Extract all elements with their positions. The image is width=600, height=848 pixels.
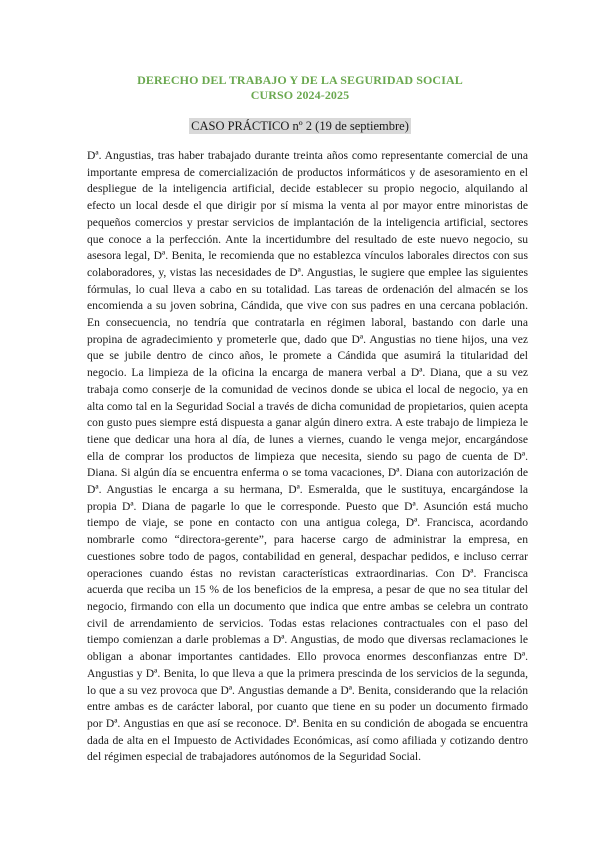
case-title-text: CASO PRÁCTICO nº 2 (19 de septiembre): [191, 119, 409, 133]
case-title: [0, 118, 600, 134]
course-subject-title: DERECHO DEL TRABAJO Y DE LA SEGURIDAD SOCIAL: [137, 73, 463, 87]
document-header: [0, 73, 600, 103]
case-paragraph: Dª. Angustias, tras haber trabajado durante treinta años como representante comercial de una importante empresa de comercialización de productos informáticos y de asesoramiento en el despliegue de la inteligencia artificial, decide establecer su propio negocio, alquilando al efecto un local desde el que dirigir por sí misma la venta al por mayor entre minoristas de pequeños comercios y prestar servicios de implantación de la inteligencia artificial, sectores que conoce a la perfección. Ante la incertidumbre del resultado de este nuevo negocio, su asesora legal, Dª. Benita, le recomienda que no establezca vínculos laborales directos con sus colaboradores, y, vistas las necesidades de Dª. Angustias, le sugiere que emplee las siguientes fórmulas, lo cual lleva a cabo en su totalidad. Las tareas de ordenación del almacén se los encomienda a su joven sobrina, Cándida, que vive con sus padres en una cercana población. En consecuencia, no tendría que contratarla en régimen laboral, bastando con darle una propina de agradecimiento y prometerle que, dado que Dª. Angustias no tiene hijos, una vez que se jubile dentro de cinco años, le promete a Cándida que asumirá la titularidad del negocio. La limpieza de la oficina la encarga de manera verbal a Dª. Diana, que a su vez trabaja como conserje de la comunidad de vecinos donde se ubica el local de negocio, ya en alta como tal en la Seguridad Social a través de dicha comunidad de propietarios, quien acepta con gusto pues siempre está dispuesta a ganar algún dinero extra. A este trabajo de limpieza le tiene que dedicar una hora al día, de lunes a viernes, cuando le venga mejor, encargándose ella de comprar los productos de limpieza que necesita, siendo su pago de cuenta de Dª. Diana. Si algún día se encuentra enferma o se toma vacaciones, Dª. Diana con autorización de Dª. Angustias le encarga a su hermana, Dª. Esmeralda, que le sustituya, encargándose la propia Dª. Diana de pagarle lo que le corresponde. Puesto que Dª. Asunción está mucho tiempo de viaje, se pone en contacto con una antigua colega, Dª. Francisca, acordando nombrarle como “directora-gerente”, para hacerse cargo de administrar la empresa, en cuestiones sobre todo de pagos, contabilidad en general, despachar pedidos, e incluso cerrar operaciones cuando éstas no revistan características extraordinarias. Con Dª. Francisca acuerda que reciba un 15 % de los beneficios de la empresa, a pesar de que no sea titular del negocio, firmando con ella un documento que indica que entre ambas se celebra un contrato civil de arrendamiento de servicios. Todas estas relaciones contractuales con el paso del tiempo comienzan a darle problemas a Dª. Angustias, de modo que diversas reclamaciones le obligan a abonar importantes cantidades. Ello provoca enormes desconfianzas entre Dª. Angustias y Dª. Benita, lo que lleva a que la primera prescinda de los servicios de la segunda, lo que a su vez provoca que Dª. Angustias demande a Dª. Benita, considerando que la relación entre ambas es de carácter laboral, por cuanto que tiene en su poder un documento firmado por Dª. Angustias en que así se reconoce. Dª. Benita en su condición de abogada se encuentra dada de alta en el Impuesto de Actividades Económicas, así como afiliada y cotizando dentro del régimen especial de trabajadores autónomos de la Seguridad Social.: [87, 149, 528, 764]
case-body: [87, 148, 528, 766]
course-year: CURSO 2024-2025: [250, 88, 350, 102]
